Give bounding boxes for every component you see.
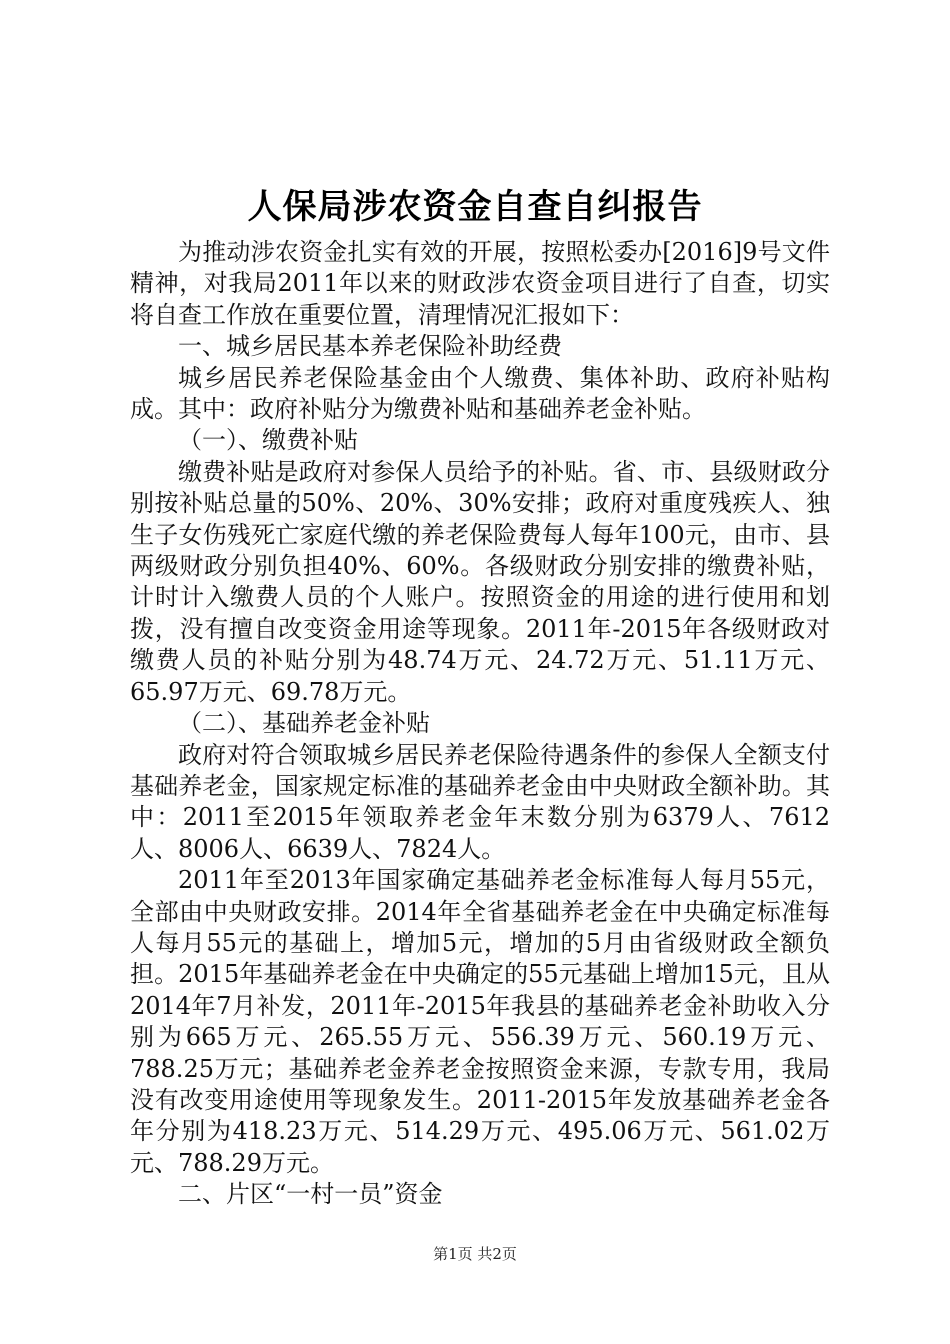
page-number-footer: 第1页 共2页: [433, 1245, 517, 1263]
document-title: 人保局涉农资金自查自纠报告: [247, 187, 703, 227]
paragraph-basic-pension: 政府对符合领取城乡居民养老保险待遇条件的参保人全额支付基础养老金，国家规定标准的基础养老金由中央财政全额补助。其中：2011至2015年领取养老金年末数分别为6379人、7612人、8006人、6639人、7824人。: [130, 740, 830, 863]
subsection-heading-1: （一）、缴费补贴: [178, 426, 358, 455]
paragraph-fund-composition: 城乡居民养老保险基金由个人缴费、集体补助、政府补贴构成。其中：政府补贴分为缴费补贴和基础养老金补贴。: [130, 363, 830, 424]
paragraph-pension-standard: 2011年至2013年国家确定基础养老金标准每人每月55元，全部由中央财政安排。2014年全省基础养老金在中央确定标准每人每月55元的基础上，增加5元，增加的5月由省级财政全额负担。2015年基础养老金在中央确定的55元基础上增加15元，且从2014年7月补发，2011年-2015年我县的基础养老金补助收入分别为665万元、265.55万元、556.39万元、560.19万元、788.25万元；基础养老金养老金按照资金来源，专款专用，我局没有改变用途使用等现象发生。2011-2015年发放基础养老金各年分别为418.23万元、514.29万元、495.06万元、561.02万元、788.29万元。: [130, 866, 830, 1177]
paragraph-intro: 为推动涉农资金扎实有效的开展，按照松委办[2016]9号文件精神，对我局2011年以来的财政涉农资金项目进行了自查，切实将自查工作放在重要位置，清理情况汇报如下：: [130, 238, 830, 329]
subsection-heading-2: （二）、基础养老金补贴: [178, 709, 430, 738]
paragraph-contribution-subsidy: 缴费补贴是政府对参保人员给予的补贴。省、市、县级财政分别按补贴总量的50%、20%、30%安排；政府对重度残疾人、独生子女伤残死亡家庭代缴的养老保险费每人每年100元，由市、县两级财政分别负担40%、60%。各级财政分别安排的缴费补贴，计时计入缴费人员的个人账户。按照资金的用途的进行使用和划拨，没有擅自改变资金用途等现象。2011年-2015年各级财政对缴费人员的补贴分别为48.74万元、24.72万元、51.11万元、65.97万元、69.78万元。: [130, 457, 830, 706]
document-body: [130, 237, 830, 1211]
section-heading-2: 二、片区“一村一员”资金: [178, 1180, 443, 1209]
section-heading-1: 一、城乡居民基本养老保险补助经费: [178, 332, 562, 361]
